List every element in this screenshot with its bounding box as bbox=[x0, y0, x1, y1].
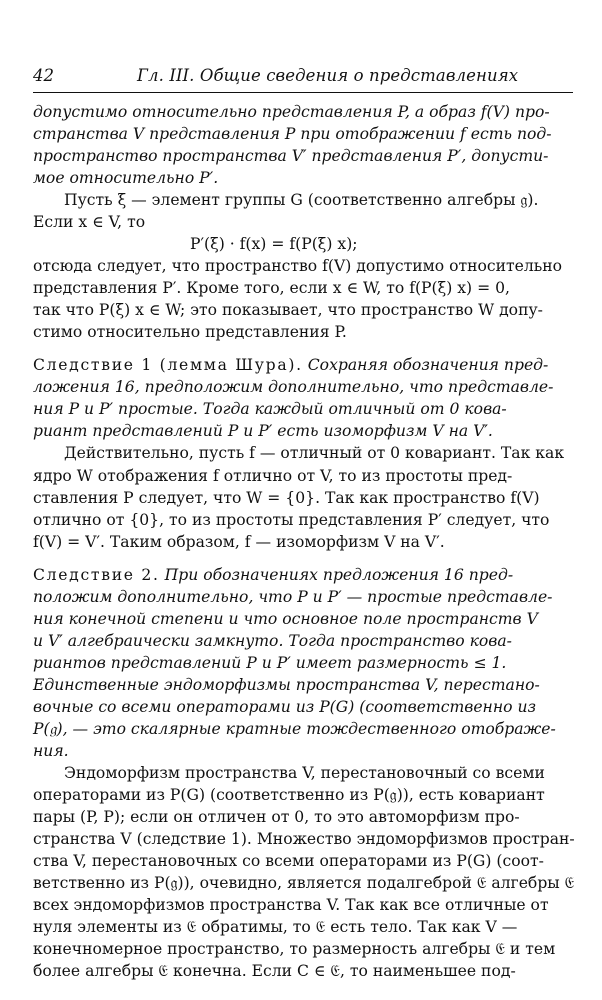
text-line: ветственно из P(𝔤)), очевидно, является подалгеброй 𝔈 алгебры 𝔈 bbox=[33, 874, 575, 892]
text-line: риант представлений P и P′ есть изоморфизм V на V′. bbox=[33, 422, 493, 440]
text-line: Эндоморфизм пространства V, перестановочный со всеми bbox=[64, 764, 545, 782]
text-line: операторами из P(G) (соответственно из P(𝔤)), есть ковариант bbox=[33, 786, 545, 804]
text-line: так что P(ξ) x ∈ W; это показывает, что пространство W допу- bbox=[33, 301, 543, 319]
chapter-title: Гл. III. Общие сведения о представлениях bbox=[137, 66, 519, 85]
text-line: Единственные эндоморфизмы пространства V, перестано- bbox=[33, 676, 540, 694]
text-line: отлично от {0}, то из простоты представления P′ следует, что bbox=[33, 511, 550, 529]
text-line: положим дополнительно, что P и P′ — простые представле- bbox=[33, 588, 553, 606]
text-line: Действительно, пусть f — отличный от 0 ковариант. Так как bbox=[64, 444, 565, 462]
text-line: ния. bbox=[33, 742, 69, 760]
text-line: странства V представления P при отображении f есть под- bbox=[33, 125, 552, 143]
text-line: представления P′. Кроме того, если x ∈ W, то f(P(ξ) x) = 0, bbox=[33, 279, 510, 297]
text-line: Следствие 2. При обозначениях предложения 16 пред- bbox=[33, 566, 514, 584]
text-line: пространство пространства V′ представления P′, допусти- bbox=[33, 147, 549, 165]
text-line: более алгебры 𝔈 конечна. Если C ∈ 𝔈, то наименьшее под- bbox=[33, 962, 516, 980]
text-line: Пусть ξ — элемент группы G (соответственно алгебры 𝔤). bbox=[64, 191, 539, 209]
text-line: пары (P, P); если он отличен от 0, то это автоморфизм про- bbox=[33, 808, 520, 826]
text-line: ставления P следует, что W = {0}. Так как пространство f(V) bbox=[33, 489, 540, 507]
text-line: всех эндоморфизмов пространства V. Так как все отличные от bbox=[33, 896, 549, 914]
page-header bbox=[33, 64, 573, 92]
text-line: ния P и P′ простые. Тогда каждый отличный от 0 кова- bbox=[33, 400, 507, 418]
text-line: нуля элементы из 𝔈 обратимы, то 𝔈 есть тело. Так как V — bbox=[33, 918, 518, 936]
text-line: ложения 16, предположим дополнительно, что представле- bbox=[33, 378, 554, 396]
text-line: P′(ξ) · f(x) = f(P(ξ) x); bbox=[190, 235, 358, 253]
text-line: мое относительно P′. bbox=[33, 169, 219, 187]
text-line: отсюда следует, что пространство f(V) допустимо относительно bbox=[33, 257, 563, 275]
text-line: вочные со всеми операторами из P(G) (соответственно из bbox=[33, 698, 536, 716]
text-line: ния конечной степени и что основное поле пространств V bbox=[33, 610, 538, 628]
text-line: стимо относительно представления P. bbox=[33, 323, 347, 341]
page-number: 42 bbox=[33, 66, 54, 85]
text-line: странства V (следствие 1). Множество эндоморфизмов простран- bbox=[33, 830, 575, 848]
text-line: f(V) = V′. Таким образом, f — изоморфизм V на V′. bbox=[33, 533, 445, 551]
text-line: и V′ алгебраически замкнуто. Тогда пространство кова- bbox=[33, 632, 512, 650]
header-divider bbox=[33, 92, 573, 93]
text-line: конечномерное пространство, то размерность алгебры 𝔈 и тем bbox=[33, 940, 556, 958]
text-line: ядро W отображения f отлично от V, то из простоты пред- bbox=[33, 467, 513, 485]
text-line: ства V, перестановочных со всеми операторами из P(G) (соот- bbox=[33, 852, 544, 870]
text-line: Следствие 1 (лемма Шура). Сохраняя обозначения пред- bbox=[33, 356, 549, 374]
text-line: P(𝔤), — это скалярные кратные тождественного отображе- bbox=[33, 720, 556, 738]
text-line: Если x ∈ V, то bbox=[33, 213, 146, 231]
text-line: риантов представлений P и P′ имеет размерность ≤ 1. bbox=[33, 654, 507, 672]
text-line: допустимо относительно представления P, а образ f(V) про- bbox=[33, 103, 550, 121]
